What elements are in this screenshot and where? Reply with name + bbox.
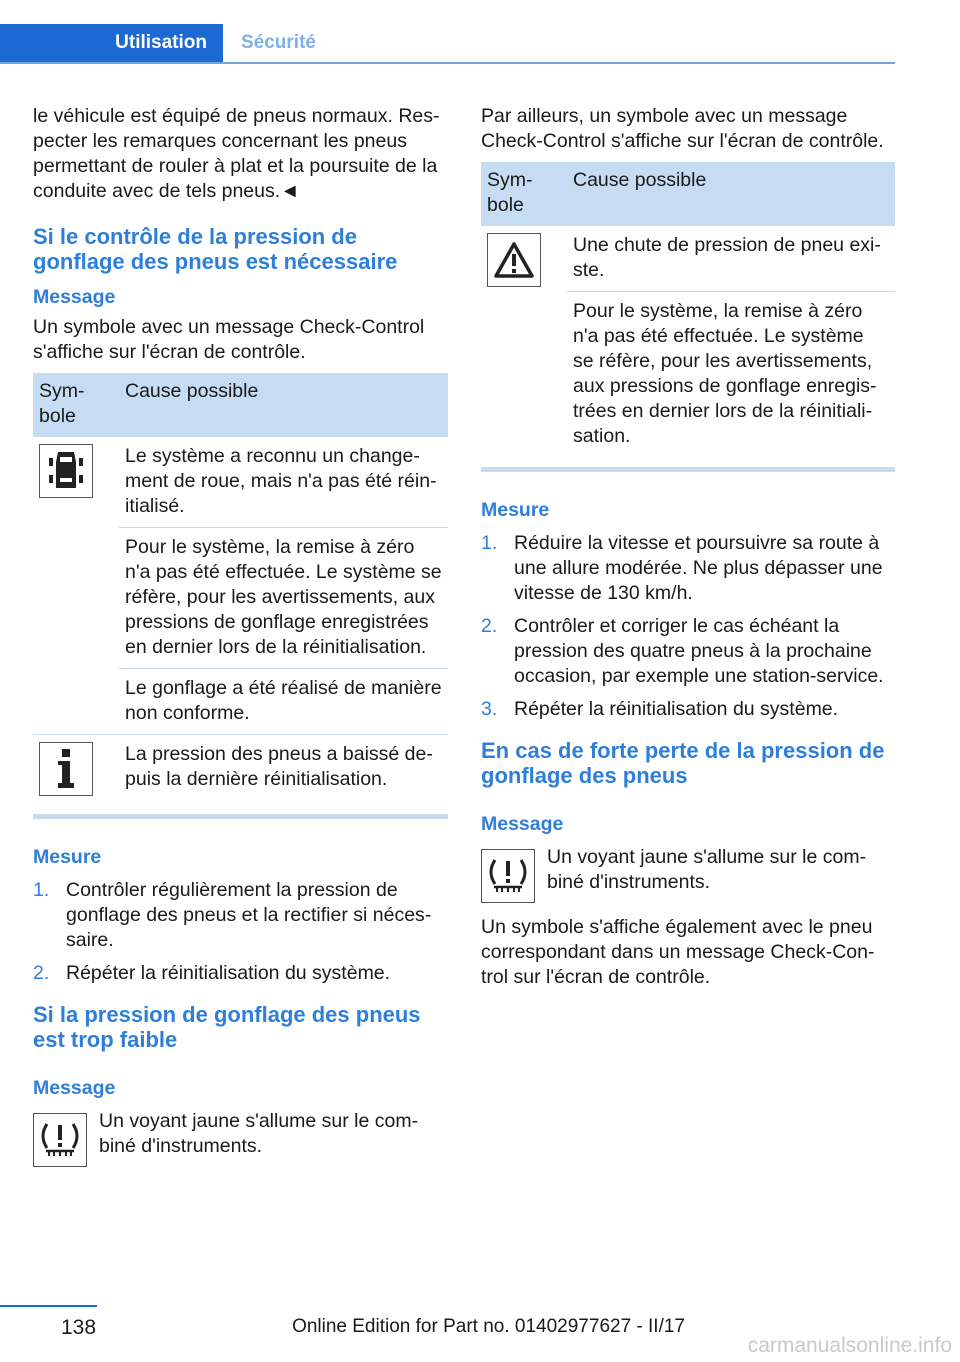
step-number: 2. (481, 615, 498, 637)
symbol-table-right (481, 162, 895, 472)
message-text: Un voyant jaune s'allume sur le combiné d'instruments. (547, 846, 867, 893)
step-number: 3. (481, 698, 498, 720)
footer-rule (0, 1305, 97, 1307)
table-row (481, 226, 895, 292)
tab-securite[interactable]: Sécurité (241, 32, 316, 53)
page-number: 138 (61, 1316, 97, 1339)
heading-check-needed: Si le contrôle de la pression de gonflage des pneus est nécessaire (33, 224, 398, 274)
table-header-row (33, 373, 448, 437)
step-text: Réduire la vitesse et poursuivre sa route à une allure modérée. Ne plus dépasser une vitesse de 130 km/h. (514, 532, 883, 604)
col-cause-header: Cause possible (567, 162, 895, 226)
edition-text: Online Edition for Part no. 01402977627 - II/17 (292, 1316, 685, 1337)
right-intro: Par ailleurs, un symbole avec un message Check-Control s'affiche sur l'écran de contrôle. (481, 105, 884, 152)
left-intro: le véhicule est équipé de pneus normaux. Respecter les remarques concernant les pneus permettant de rouler à plat et la poursuite de la conduite avec de tels pneus.◄ (33, 105, 440, 202)
cause-cell: Le gonflage a été réalisé de manière non conforme. (119, 669, 448, 735)
step-text: Répéter la réinitialisation du système. (514, 698, 839, 720)
table-row (33, 735, 448, 817)
cause-cell: Pour le système, la remise à zéro n'a pas été effectuée. Le système se réfère, pour les avertissements, aux pressions de gonflage enregistrées en dernier lors de la réinitialisation. (567, 292, 895, 470)
message-label: Message (481, 813, 564, 835)
step-number: 2. (33, 962, 50, 984)
list-item (481, 531, 895, 606)
watermark: carmanualsonline.info (747, 1334, 952, 1357)
cause-cell: Le système a reconnu un changement de roue, mais n'a pas été réinitialisé. (125, 445, 437, 517)
step-number: 1. (33, 879, 50, 901)
list-item (33, 961, 448, 986)
message-text: Un symbole avec un message Check-Control s'affiche sur l'écran de contrôle. (33, 316, 425, 363)
car-wheels-icon (39, 444, 93, 498)
list-item (481, 614, 895, 689)
cause-cell: La pression des pneus a baissé depuis la dernière réinitialisation. (119, 735, 448, 817)
tire-pressure-warning-icon (33, 1113, 87, 1167)
tab-utilisation[interactable]: Utilisation (0, 24, 223, 62)
measure-label: Mesure (481, 499, 550, 521)
heading-pressure-low: Si la pression de gonflage des pneus est trop faible (33, 1002, 421, 1052)
col-symbol-header: Symbole (33, 373, 119, 437)
table-header-row (481, 162, 895, 226)
list-item (481, 697, 895, 722)
message-label: Message (33, 286, 116, 308)
list-item (33, 878, 448, 953)
cause-cell: Une chute de pression de pneu existe. (573, 234, 881, 281)
warning-triangle-icon (487, 233, 541, 287)
symbol-table-left (33, 373, 448, 819)
col-symbol-header: Symbole (481, 162, 567, 226)
header-tabs (0, 24, 895, 64)
step-text: Contrôler régulièrement la pression de gonflage des pneus et la rectifier si nécessaire. (66, 879, 432, 951)
cause-cell: Pour le système, la remise à zéro n'a pas été effectuée. Le système se réfère, pour les avertissements, aux pressions de gonflage enregistrées en dernier lors de la réinitialisation. (119, 528, 448, 669)
message-row (33, 1109, 448, 1167)
col-cause-header: Cause possible (119, 373, 448, 437)
measure-steps (33, 878, 448, 986)
heading-strong-loss: En cas de forte perte de la pression de gonflage des pneus (481, 738, 885, 788)
message-label: Message (33, 1077, 116, 1099)
right-column (481, 104, 895, 990)
step-text: Répéter la réinitialisation du système. (66, 962, 391, 984)
left-column (33, 104, 448, 1167)
symbol-cell (33, 437, 119, 735)
info-icon (39, 742, 93, 796)
step-text: Contrôler et corriger le cas échéant la pression des quatre pneus à la prochaine occasion, par exemple une station-service. (514, 615, 884, 687)
tire-pressure-warning-icon (481, 849, 535, 903)
measure-label: Mesure (33, 846, 102, 868)
message-row (481, 845, 895, 903)
right-outro: Un symbole s'affiche également avec le pneu correspondant dans un message Check-Control sur l'écran de contrôle. (481, 916, 875, 988)
table-row (33, 437, 448, 528)
symbol-cell (481, 226, 567, 470)
message-text: Un voyant jaune s'allume sur le combiné d'instruments. (99, 1110, 419, 1157)
step-number: 1. (481, 532, 498, 554)
measure-steps (481, 531, 895, 722)
symbol-cell (33, 735, 119, 817)
